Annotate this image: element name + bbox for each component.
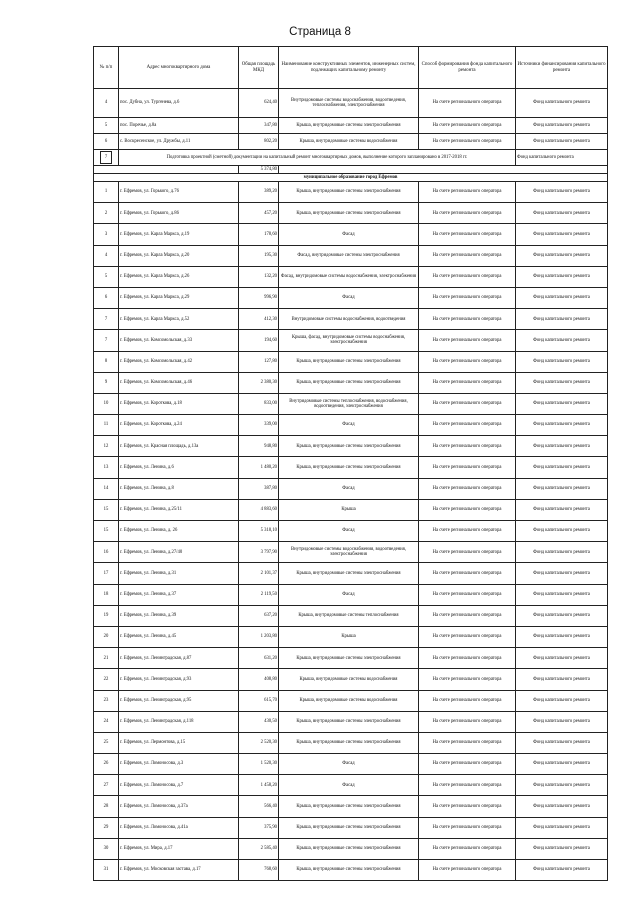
table-row: [94, 796, 608, 817]
row-num: 8: [94, 351, 119, 372]
row-num: 2: [94, 203, 119, 224]
row-works: Внутридомовые системы водоснабжения, водоотведения, электроснабжения: [279, 542, 419, 563]
row-works: Крыша: [279, 626, 419, 647]
row-method: На счете регионального оператора: [419, 203, 516, 224]
row-address: г. Ефремов, ул. Короткова, д.18: [119, 393, 239, 414]
row-address: г. Ефремов, ул. Ленина, д.31: [119, 563, 239, 584]
row-method: На счете регионального оператора: [419, 89, 516, 118]
table-row: [94, 817, 608, 838]
row-num: 20: [94, 626, 119, 647]
row-works: Фасад: [279, 287, 419, 308]
row-source: Фонд капитального ремонта: [516, 860, 608, 881]
row-address: г. Ефремов, ул. Ломоносова, д.7: [119, 775, 239, 796]
row-source: Фонд капитального ремонта: [516, 457, 608, 478]
row-works: Крыша, внутридомовые системы водоснабжения: [279, 690, 419, 711]
row-num: 31: [94, 860, 119, 881]
row-method: На счете регионального оператора: [419, 457, 516, 478]
row-address: г. Ефремов, ул. Ломоносова, д.41а: [119, 817, 239, 838]
row-works: Фасад: [279, 584, 419, 605]
row-area: 387,80: [239, 478, 279, 499]
row-area: 2 520,30: [239, 732, 279, 753]
row-num: 18: [94, 584, 119, 605]
table-row: [94, 584, 608, 605]
row-area: 375,90: [239, 817, 279, 838]
row-works: Крыша, внутридомовые системы электроснабжения: [279, 860, 419, 881]
row-source: Фонд капитального ремонта: [516, 245, 608, 266]
row-address: г. Ефремов, ул. Карла Маркса, д.29: [119, 287, 239, 308]
project-docs-text: Подготовка проектной (сметной) документации на капитальный ремонт многоквартирных домов, выполнение которого запланировано в 2017-2018 гг.: [119, 150, 516, 166]
capital-repair-table: [93, 46, 608, 881]
row-address: г. Ефремов, ул. Ленина, д.45: [119, 626, 239, 647]
row-num: 3: [94, 224, 119, 245]
row-address: г. Ефремов, ул. Московская застава, д.17: [119, 860, 239, 881]
table-row: [94, 648, 608, 669]
row-area: 1 458,20: [239, 775, 279, 796]
row-works: Фасад: [279, 521, 419, 542]
row-works: Фасад, внутридомовые системы электроснабжения: [279, 245, 419, 266]
row-area: 127,80: [239, 351, 279, 372]
row-area: 1 203,80: [239, 626, 279, 647]
row-source: Фонд капитального ремонта: [516, 690, 608, 711]
row-num: 15: [94, 521, 119, 542]
row-source: Фонд капитального ремонта: [516, 626, 608, 647]
row-works: Крыша, внутридомовые системы электроснабжения: [279, 711, 419, 732]
row-source: Фонд капитального ремонта: [516, 287, 608, 308]
row-num: 29: [94, 817, 119, 838]
row-address: г. Ефремов, ул. Карла Маркса, д.26: [119, 266, 239, 287]
row-address: г. Ефремов, ул. Ленинградская, д.118: [119, 711, 239, 732]
row-method: На счете регионального оператора: [419, 415, 516, 436]
row-address: пос. Поречье, д.8а: [119, 118, 239, 134]
row-source: Фонд капитального ремонта: [516, 266, 608, 287]
row-source: Фонд капитального ремонта: [516, 817, 608, 838]
row-area: 566,40: [239, 796, 279, 817]
row-source: Фонд капитального ремонта: [516, 563, 608, 584]
row-area: 1 480,20: [239, 457, 279, 478]
total-area: 5 374,80: [239, 166, 279, 174]
row-area: 194,60: [239, 330, 279, 351]
row-works: Фасад: [279, 224, 419, 245]
row-source: Фонд капитального ремонта: [516, 605, 608, 626]
row-method: На счете регионального оператора: [419, 372, 516, 393]
row-address: г. Ефремов, ул. Ломоносова, д.3: [119, 754, 239, 775]
row-works: Внутридомовые системы водоснабжения, водоотведения: [279, 309, 419, 330]
row-area: 615,70: [239, 690, 279, 711]
row-method: На счете регионального оператора: [419, 563, 516, 584]
municipality-row: [94, 174, 608, 182]
row-area: 2 380,30: [239, 372, 279, 393]
row-method: На счете регионального оператора: [419, 605, 516, 626]
table-row: [94, 203, 608, 224]
row-num: 24: [94, 711, 119, 732]
row-method: На счете регионального оператора: [419, 732, 516, 753]
row-works: Крыша, внутридомовые системы электроснабжения: [279, 351, 419, 372]
summary-rows: [94, 150, 608, 182]
row-address: г. Ефремов, ул. Карла Маркса, д.19: [119, 224, 239, 245]
top-rows: [94, 89, 608, 150]
table-row: [94, 690, 608, 711]
row-works: Крыша, фасад, внутридомовые системы водоснабжения, электроснабжения: [279, 330, 419, 351]
row-method: На счете регионального оператора: [419, 182, 516, 203]
row-address: г. Ефремов, ул. Карла Маркса, д.52: [119, 309, 239, 330]
row-area: 624,40: [239, 89, 279, 118]
row-works: Крыша, внутридомовые системы электроснабжения: [279, 203, 419, 224]
row-method: На счете регионального оператора: [419, 224, 516, 245]
row-works: Крыша, внутридомовые системы электроснабжения: [279, 118, 419, 134]
row-method: На счете регионального оператора: [419, 669, 516, 690]
page-title: Страница 8: [289, 26, 351, 38]
table-row: [94, 499, 608, 520]
row-source: Фонд капитального ремонта: [516, 732, 608, 753]
row-address: г. Ефремов, ул. Короткова, д.24: [119, 415, 239, 436]
row-source: Фонд капитального ремонта: [516, 309, 608, 330]
row-area: 833,00: [239, 393, 279, 414]
table-row: [94, 542, 608, 563]
row-area: 430,50: [239, 711, 279, 732]
row-source: Фонд капитального ремонта: [516, 648, 608, 669]
row-works: Крыша, внутридомовые системы водоснабжения: [279, 669, 419, 690]
row-address: г. Ефремов, ул. Комсомольская, д.42: [119, 351, 239, 372]
row-works: Крыша, внутридомовые системы электроснабжения: [279, 817, 419, 838]
row-source: Фонд капитального ремонта: [516, 478, 608, 499]
row-source: Фонд капитального ремонта: [516, 89, 608, 118]
row-area: 948,80: [239, 436, 279, 457]
row-works: Крыша: [279, 499, 419, 520]
row-area: 132,20: [239, 266, 279, 287]
main-rows: [94, 182, 608, 881]
row-num: 10: [94, 393, 119, 414]
row-area: 637,20: [239, 605, 279, 626]
row-source: Фонд капитального ремонта: [516, 118, 608, 134]
row-num: 17: [94, 563, 119, 584]
row-works: Крыша, внутридомовые системы электроснабжения: [279, 182, 419, 203]
row-address: г. Ефремов, ул. Ленина, д.8: [119, 478, 239, 499]
row-works: Внутридомовые системы теплоснабжения, водоснабжения, водоотведения, электроснабжения: [279, 393, 419, 414]
row-area: 339,00: [239, 415, 279, 436]
row-source: Фонд капитального ремонта: [516, 584, 608, 605]
table-row: [94, 457, 608, 478]
row-num: 4: [94, 89, 119, 118]
row-method: На счете регионального оператора: [419, 542, 516, 563]
row-address: г. Ефремов, ул. Ленинградская, д.95: [119, 690, 239, 711]
row-works: Внутридомовые системы водоснабжения, водоотведения, теплоснабжения, электроснабжения: [279, 89, 419, 118]
row-area: 1 520,30: [239, 754, 279, 775]
row-method: На счете регионального оператора: [419, 393, 516, 414]
row-works: Фасад, внутридомовые системы водоснабжения, электроснабжения: [279, 266, 419, 287]
row-method: На счете регионального оператора: [419, 478, 516, 499]
table-row: [94, 372, 608, 393]
row-num: 13: [94, 457, 119, 478]
row-address: г. Ефремов, ул. Ленина, д.6: [119, 457, 239, 478]
header-num: № п/п: [94, 47, 119, 89]
row-num: 27: [94, 775, 119, 796]
row-address: г. Ефремов, ул. Ленина, д.25/11: [119, 499, 239, 520]
row-source: Фонд капитального ремонта: [516, 711, 608, 732]
table-row: [94, 838, 608, 859]
row-method: На счете регионального оператора: [419, 860, 516, 881]
table-row: [94, 563, 608, 584]
row-source: Фонд капитального ремонта: [516, 182, 608, 203]
row-num: 5: [94, 266, 119, 287]
row-method: На счете регионального оператора: [419, 690, 516, 711]
row-source: Фонд капитального ремонта: [516, 415, 608, 436]
row-address: г. Ефремов, ул. Ленина, д.37: [119, 584, 239, 605]
row-method: На счете регионального оператора: [419, 266, 516, 287]
row-num: 16: [94, 542, 119, 563]
row-address: г. Ефремов, ул. Лермонтова, д.15: [119, 732, 239, 753]
row-works: Фасад: [279, 415, 419, 436]
row-area: 768,60: [239, 860, 279, 881]
row-area: 4 883,60: [239, 499, 279, 520]
row-source: Фонд капитального ремонта: [516, 436, 608, 457]
row-num: 22: [94, 669, 119, 690]
row-area: 347,80: [239, 118, 279, 134]
row-num: 15: [94, 499, 119, 520]
table-row: [94, 436, 608, 457]
table-row: [94, 89, 608, 118]
table-row: [94, 521, 608, 542]
total-row: [94, 166, 608, 174]
row-num: 6: [94, 287, 119, 308]
row-source: Фонд капитального ремонта: [516, 224, 608, 245]
header-works: Наименование конструктивных элементов, инженерных систем, подлежащих капитальному ремонту: [279, 47, 419, 89]
row-source: Фонд капитального ремонта: [516, 669, 608, 690]
row-address: с. Воскресенское, ул. Дружбы, д.11: [119, 134, 239, 150]
row-source: Фонд капитального ремонта: [516, 203, 608, 224]
row-method: На счете регионального оператора: [419, 351, 516, 372]
table-row: [94, 224, 608, 245]
row-area: 195,30: [239, 245, 279, 266]
row-method: На счете регионального оператора: [419, 817, 516, 838]
row-area: 457,20: [239, 203, 279, 224]
row-works: Крыша, внутридомовые системы электроснабжения: [279, 436, 419, 457]
row-num: 14: [94, 478, 119, 499]
row-source: Фонд капитального ремонта: [516, 393, 608, 414]
row-works: Крыша, внутридомовые системы электроснабжения: [279, 457, 419, 478]
row-num: 25: [94, 732, 119, 753]
table-row: [94, 266, 608, 287]
table-row: [94, 309, 608, 330]
row-area: 408,80: [239, 669, 279, 690]
table-row: [94, 732, 608, 753]
row-method: На счете регионального оператора: [419, 584, 516, 605]
row-num: 6: [94, 134, 119, 150]
row-num: 5: [94, 118, 119, 134]
row-address: г. Ефремов, ул. Карла Маркса, д.20: [119, 245, 239, 266]
table-row: [94, 669, 608, 690]
header-address: Адрес многоквартирного дома: [119, 47, 239, 89]
table-row: [94, 626, 608, 647]
row-source: Фонд капитального ремонта: [516, 330, 608, 351]
row-method: На счете регионального оператора: [419, 309, 516, 330]
row-source: Фонд капитального ремонта: [516, 134, 608, 150]
row-num: 12: [94, 436, 119, 457]
project-docs-source: Фонд капитального ремонта: [516, 150, 608, 166]
table-row: [94, 330, 608, 351]
table-row: [94, 775, 608, 796]
row-area: 5 318,10: [239, 521, 279, 542]
row-num: 26: [94, 754, 119, 775]
row-source: Фонд капитального ремонта: [516, 521, 608, 542]
row-method: На счете регионального оператора: [419, 118, 516, 134]
row-address: г. Ефремов, ул. Ленина, д.39: [119, 605, 239, 626]
row-area: 3 797,90: [239, 542, 279, 563]
row-works: Фасад: [279, 478, 419, 499]
row-address: г. Ефремов, ул. Ленинградская, д.93: [119, 669, 239, 690]
table-row: [94, 182, 608, 203]
row-works: Фасад: [279, 754, 419, 775]
row-method: На счете регионального оператора: [419, 626, 516, 647]
row-num: 30: [94, 838, 119, 859]
row-num: 19: [94, 605, 119, 626]
header-area: Общая площадь МКД: [239, 47, 279, 89]
row-address: г. Ефремов, ул. Комсомольская, д.33: [119, 330, 239, 351]
row-area: 802,20: [239, 134, 279, 150]
row-source: Фонд капитального ремонта: [516, 542, 608, 563]
row-address: г. Ефремов, ул. Ленина, д.27/40: [119, 542, 239, 563]
table-row: [94, 478, 608, 499]
table-row: [94, 245, 608, 266]
row-works: Крыша, внутридомовые системы электроснабжения: [279, 838, 419, 859]
header-row: [94, 47, 608, 89]
row-num: 7: [94, 330, 119, 351]
row-source: Фонд капитального ремонта: [516, 372, 608, 393]
header-source: Источники финансирования капитального ремонта: [516, 47, 608, 89]
row-num: 21: [94, 648, 119, 669]
row-source: Фонд капитального ремонта: [516, 838, 608, 859]
row-works: Крыша, внутридомовые системы электроснабжения: [279, 732, 419, 753]
row-method: На счете регионального оператора: [419, 330, 516, 351]
row-works: Крыша, внутридомовые системы электроснабжения: [279, 648, 419, 669]
row-works: Крыша, внутридомовые системы водоснабжения: [279, 134, 419, 150]
row-area: 631,20: [239, 648, 279, 669]
row-source: Фонд капитального ремонта: [516, 796, 608, 817]
row-area: 996,90: [239, 287, 279, 308]
row-method: На счете регионального оператора: [419, 711, 516, 732]
row-area: 2 585,40: [239, 838, 279, 859]
row-method: На счете регионального оператора: [419, 754, 516, 775]
row-source: Фонд капитального ремонта: [516, 351, 608, 372]
table-row: [94, 711, 608, 732]
row-method: На счете регионального оператора: [419, 245, 516, 266]
row-address: г. Ефремов, ул. Ленинградская, д.87: [119, 648, 239, 669]
table-row: [94, 415, 608, 436]
row-address: г. Ефремов, ул. Мира, д.17: [119, 838, 239, 859]
row-num: 9: [94, 372, 119, 393]
row-method: На счете регионального оператора: [419, 436, 516, 457]
row-method: На счете регионального оператора: [419, 134, 516, 150]
row-source: Фонд капитального ремонта: [516, 754, 608, 775]
row-address: г. Ефремов, ул. Горького, д.86: [119, 203, 239, 224]
row-address: г. Ефремов, ул. Красная площадь, д.13а: [119, 436, 239, 457]
table-row: [94, 605, 608, 626]
table-row: [94, 351, 608, 372]
header-method: Способ формирования фонда капитального ремонта: [419, 47, 516, 89]
table-row: [94, 860, 608, 881]
row-works: Крыша, внутридомовые системы электроснабжения: [279, 796, 419, 817]
row-num: 28: [94, 796, 119, 817]
row-method: На счете регионального оператора: [419, 796, 516, 817]
row-method: На счете регионального оператора: [419, 499, 516, 520]
row-address: пос. Дубна, ул. Тургенева, д.6: [119, 89, 239, 118]
row-address: г. Ефремов, ул. Ломоносова, д.37а: [119, 796, 239, 817]
row-method: На счете регионального оператора: [419, 775, 516, 796]
row-method: На счете регионального оператора: [419, 648, 516, 669]
row-area: 2 119,50: [239, 584, 279, 605]
row-source: Фонд капитального ремонта: [516, 499, 608, 520]
table-row: [94, 134, 608, 150]
table-row: [94, 118, 608, 134]
table-row: [94, 754, 608, 775]
project-docs-row: [94, 150, 608, 166]
row-num: 7: [94, 309, 119, 330]
row-num: 11: [94, 415, 119, 436]
row-num: 23: [94, 690, 119, 711]
row-area: 2 101,37: [239, 563, 279, 584]
row-address: г. Ефремов, ул. Ленина, д. 26: [119, 521, 239, 542]
row-works: Крыша, внутридомовые системы теплоснабжения: [279, 605, 419, 626]
row-method: На счете регионального оператора: [419, 521, 516, 542]
row-works: Фасад: [279, 775, 419, 796]
row-num: 4: [94, 245, 119, 266]
table-row: [94, 393, 608, 414]
municipality-name: муниципальное образование город Ефремов: [94, 174, 608, 182]
row-area: 412,30: [239, 309, 279, 330]
row-area: 389,20: [239, 182, 279, 203]
row-source: Фонд капитального ремонта: [516, 775, 608, 796]
table-row: [94, 287, 608, 308]
row-address: г. Ефремов, ул. Комсомольская, д.46: [119, 372, 239, 393]
project-docs-num: 7: [94, 150, 119, 166]
row-area: 178,60: [239, 224, 279, 245]
row-works: Крыша, внутридомовые системы электроснабжения: [279, 372, 419, 393]
row-address: г. Ефремов, ул. Горького, д.76: [119, 182, 239, 203]
row-num: 1: [94, 182, 119, 203]
row-works: Крыша, внутридомовые системы электроснабжения: [279, 563, 419, 584]
row-method: На счете регионального оператора: [419, 838, 516, 859]
row-method: На счете регионального оператора: [419, 287, 516, 308]
